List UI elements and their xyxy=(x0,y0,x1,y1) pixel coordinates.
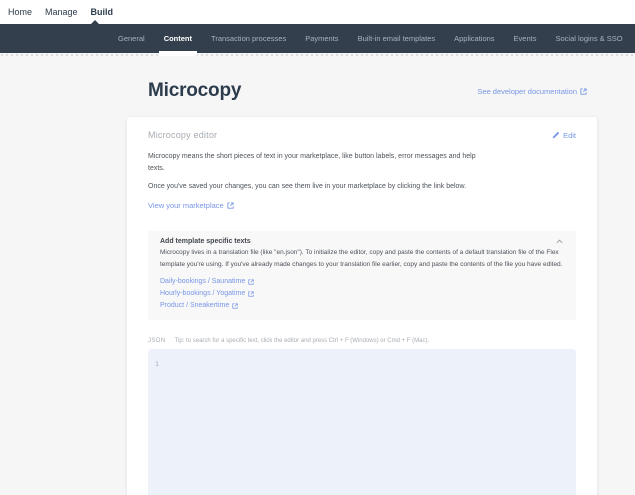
panel-header xyxy=(160,238,564,245)
template-link-label: Product / Sneakertime xyxy=(160,302,230,309)
card-header xyxy=(148,130,576,140)
nav-home[interactable]: Home xyxy=(8,7,33,17)
external-link-icon xyxy=(227,202,234,209)
tab-social-logins-sso[interactable]: Social logins & SSO xyxy=(555,34,623,43)
template-link-daily-bookings[interactable] xyxy=(160,276,564,288)
template-link-hourly-bookings[interactable] xyxy=(160,288,564,300)
external-link-icon xyxy=(580,88,587,95)
editor-tip: Tip: to search for a specific text, click the editor and press Ctrl + F (Windows) or Cmd + F (Mac). xyxy=(174,338,430,344)
chevron-up-icon[interactable] xyxy=(555,238,564,245)
build-subnav xyxy=(0,24,635,53)
view-marketplace-link[interactable] xyxy=(148,201,234,210)
tab-applications[interactable]: Applications xyxy=(454,34,495,43)
edit-label: Edit xyxy=(563,130,576,140)
panel-title: Add template specific texts xyxy=(160,238,251,245)
pencil-icon xyxy=(552,131,560,139)
content-area xyxy=(0,53,635,495)
nav-manage[interactable]: Manage xyxy=(45,7,78,17)
intro-paragraph-2: Once you've saved your changes, you can see them live in your marketplace by clicking the link below. xyxy=(148,183,467,190)
developer-documentation-link[interactable] xyxy=(477,87,587,96)
nav-build[interactable]: Build xyxy=(90,7,114,17)
page-header xyxy=(127,53,597,117)
tab-transaction-processes[interactable]: Transaction processes xyxy=(211,34,287,43)
card-title: Microcopy editor xyxy=(148,130,218,140)
editor-meta-row xyxy=(148,338,576,344)
tab-content[interactable] xyxy=(164,24,192,53)
tab-events[interactable]: Events xyxy=(513,34,537,43)
tab-general[interactable]: General xyxy=(118,34,145,43)
tab-payments[interactable]: Payments xyxy=(305,34,339,43)
external-link-icon xyxy=(232,303,238,309)
tab-built-in-email-templates[interactable]: Built-in email templates xyxy=(357,34,436,43)
active-tab-indicator xyxy=(159,51,197,56)
template-link-label: Daily-bookings / Saunatime xyxy=(160,278,246,285)
main-nav xyxy=(8,7,113,17)
template-texts-panel xyxy=(148,231,576,320)
external-link-icon xyxy=(248,291,254,297)
intro-paragraph-1: Microcopy means the short pieces of text in your marketplace, like button labels, error messages and help texts. xyxy=(148,153,476,172)
edit-button[interactable] xyxy=(552,131,576,140)
template-links xyxy=(160,276,564,312)
editor-line-number: 1 xyxy=(155,360,159,368)
json-format-label: JSON xyxy=(148,338,166,344)
tab-content-label: Content xyxy=(163,34,193,43)
panel-body: Microcopy lives in a translation file (like "en.json"). To initialize the editor, copy and paste the contents of a default translation file of the Flex template you're using. If you've already made changes to your translation file earlier, copy and paste the contents of the file you have edited. xyxy=(160,249,563,268)
microcopy-editor-card xyxy=(127,117,597,495)
subnav-tabs xyxy=(118,24,623,53)
build-caret-icon xyxy=(91,20,99,24)
developer-documentation-label: See developer documentation xyxy=(477,86,577,96)
view-marketplace-label: View your marketplace xyxy=(148,201,224,210)
external-link-icon xyxy=(248,279,254,285)
template-link-product[interactable] xyxy=(160,300,564,312)
page-title: Microcopy xyxy=(148,80,242,101)
json-editor[interactable] xyxy=(148,349,576,495)
template-link-label: Hourly-bookings / Yogatime xyxy=(160,290,246,297)
